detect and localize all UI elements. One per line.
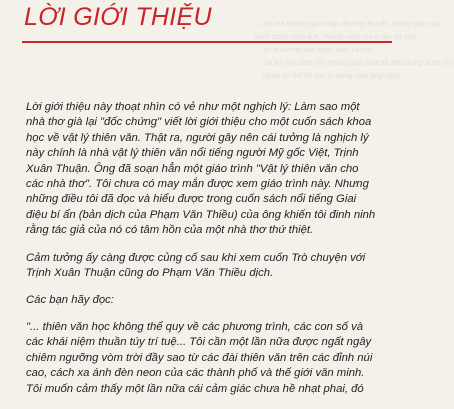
paragraph-impression xyxy=(26,251,392,282)
paragraph-intro xyxy=(26,100,392,239)
text-line: Cảm tưởng ấy càng được củng cố sau khi xem cuốn Trò chuyện với xyxy=(26,251,366,264)
text-line: chiêm ngưỡng vòm trời đầy sao từ các đài thiên văn trên các đỉnh núi xyxy=(26,351,373,364)
text-line: Tôi muốn cảm thấy một lần nữa cái cảm giác chưa hề nhạt phai, đó xyxy=(26,382,364,395)
text-line: nhà thơ già lại "đốc chứng" viết lời giới thiệu cho một cuốn sách khoa xyxy=(26,116,372,129)
text-line: học về vật lý thiên văn. Thật ra, người gây nên cái tưởng là nghịch lý xyxy=(26,131,369,144)
bleed-line: "...dù ta hướng bao nhiêu sao" và tính xyxy=(255,47,373,54)
bleed-line: ... nơi mà những ngọn tháp, thương thuyền, không gian của xyxy=(255,21,440,28)
text-line: này chính là nhà vật lý thiên văn nổi tiếng người Mỹ gốc Việt, Trịnh xyxy=(26,147,359,160)
text-line: các khái niệm thuần túy trí tuệ... Tôi cần một lần nữa được ngất ngây xyxy=(26,336,372,349)
text-line: "... thiên văn học không thể quy về các phương trình, các con số và xyxy=(26,320,364,333)
text-line: Lời giới thiệu này thoạt nhìn có vẻ như một nghịch lý: Làm sao một xyxy=(26,101,360,113)
paragraph-read-prompt xyxy=(26,293,392,308)
text-line: các nhà thơ". Tôi chưa có may mắn được xem giáo trình này. Nhưng xyxy=(26,178,369,191)
text-line: Các bạn hãy đọc: xyxy=(26,294,114,307)
bleed-line: "... lại xứ này dành cho những giây phút đã đến chúng ta thu hồi xyxy=(255,60,454,67)
body-text xyxy=(26,100,392,409)
bleed-through-text xyxy=(255,20,454,100)
page-title: LỜI GIỚI THIỆU xyxy=(24,3,212,31)
text-line: những điều tôi đã đọc và hiểu được trong cuốn sách nổi tiếng Giai xyxy=(26,193,357,206)
text-line: rằng tác giả của nó có tâm hồn của một nhà thơ thứ thiệt. xyxy=(26,224,314,237)
text-line: Trịnh Xuân Thuận cũng do Phạm Văn Thiều dịch. xyxy=(26,267,274,280)
title-underline-divider xyxy=(22,41,392,43)
bleed-line: bách chiến dưới ánh, chuyện nữa của ở sâu đó sinh xyxy=(255,34,417,41)
text-line: cao, cách xa ánh đèn neon của các thành phố và thế giới văn minh. xyxy=(26,367,365,380)
text-line: điệu bí ẩn (bản dịch của Phạm Văn Thiều) của ông khiến tôi đinh ninh xyxy=(26,208,376,221)
paragraph-quote xyxy=(26,320,392,397)
bleed-line: ... ngoại trừ thế bể cho tin trong chút lỏng cũng xyxy=(255,73,400,80)
text-line: Xuân Thuận. Ông đã soạn hẳn một giáo trình "Vật lý thiên văn cho xyxy=(26,162,359,175)
